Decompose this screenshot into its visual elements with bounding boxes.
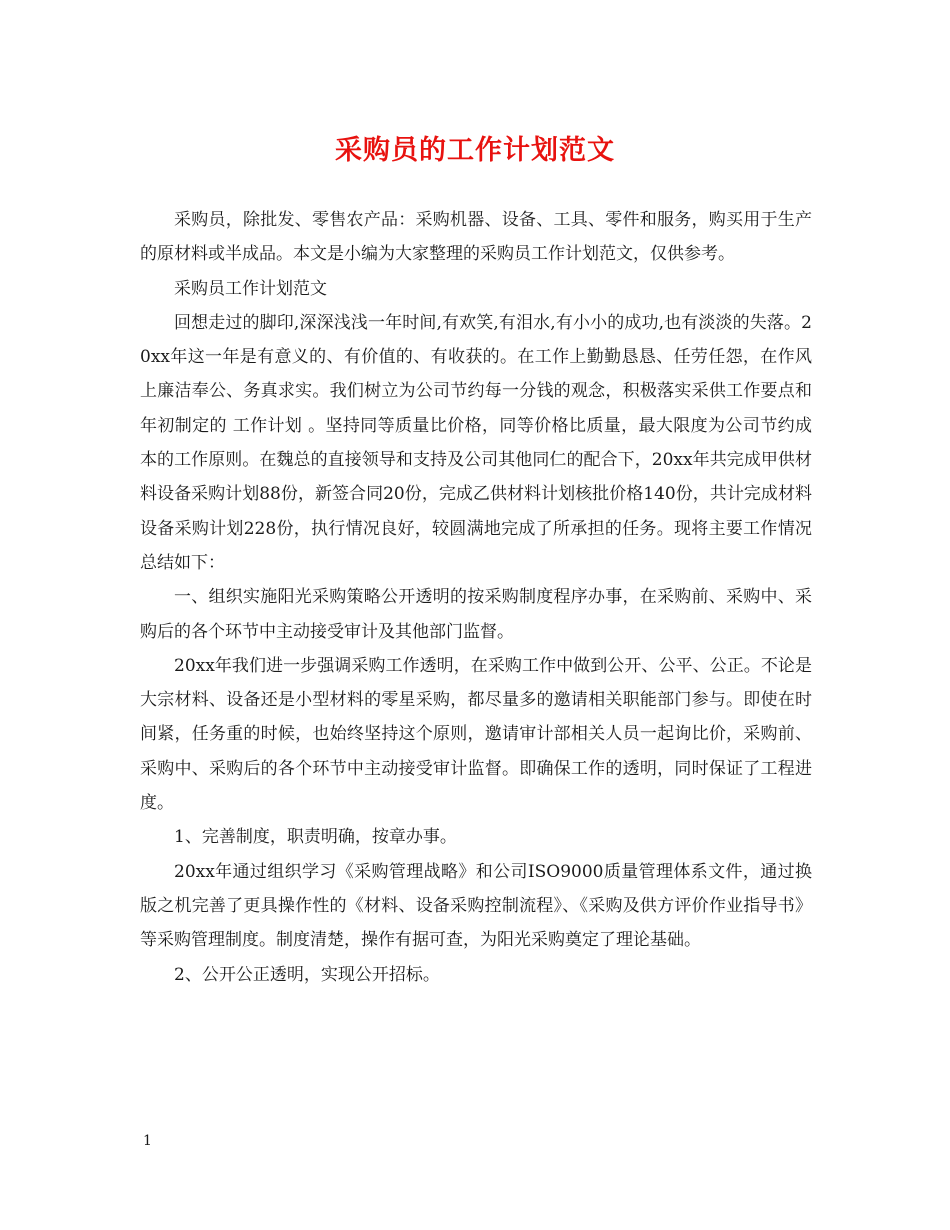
paragraph-item-two: 2、公开公正透明，实现公开招标。 <box>174 964 440 985</box>
paragraph-transparency: 20xx年我们进一步强调采购工作透明，在采购工作中做到公开、公平、公正。不论是大宗材料、设备还是小型材料的零星采购，都尽量多的邀请相关职能部门参与。即使在时间紧，任务重的时候，也始终坚持这个原则，邀请审计部相关人员一起询比价，采购前、采购中、采购后的各个环节中主动接受审计监督。即确保工作的透明，同时保证了工程进度。 <box>140 655 812 814</box>
paragraph-subheading: 采购员工作计划范文 <box>174 278 327 299</box>
paragraph-review: 回想走过的脚印,深深浅浅一年时间,有欢笑,有泪水,有小小的成功,也有淡淡的失落。20xx年这一年是有意义的、有价值的、有收获的。在工作上勤勤恳恳、任劳任怨，在作风上廉洁奉公、务真求实。我们树立为公司节约每一分钱的观念，积极落实采供工作要点和年初制定的 工作计划 。坚持同等质量比价格，同等价格比质量，最大限度为公司节约成本的工作原则。在魏总的直接领导和支持及公司其他同仁的配合下，20xx年共完成甲供材料设备采购计划88份，新签合同20份，完成乙供材料计划核批价格140份，共计完成材料设备采购计划228份，执行情况良好，较圆满地完成了所承担的任务。现将主要工作情况总结如下： <box>140 312 812 573</box>
document-body <box>140 203 812 992</box>
paragraph-intro: 采购员，除批发、零售农产品：采购机器、设备、工具、零件和服务，购买用于生产的原材料或半成品。本文是小编为大家整理的采购员工作计划范文，仅供参考。 <box>140 210 812 265</box>
paragraph-item-one: 1、完善制度，职责明确，按章办事。 <box>174 827 457 848</box>
document-title: 采购员的工作计划范文 <box>335 135 615 166</box>
paragraph-section-one: 一、组织实施阳光采购策略公开透明的按采购制度程序办事，在采购前、采购中、采购后的各个环节中主动接受审计及其他部门监督。 <box>140 587 812 642</box>
paragraph-system: 20xx年通过组织学习《采购管理战略》和公司ISO9000质量管理体系文件，通过换版之机完善了更具操作性的《材料、设备采购控制流程》、《采购及供方评价作业指导书》等采购管理制度。制度清楚，操作有据可查，为阳光采购奠定了理论基础。 <box>140 861 812 951</box>
page-number: 1 <box>143 1133 152 1149</box>
